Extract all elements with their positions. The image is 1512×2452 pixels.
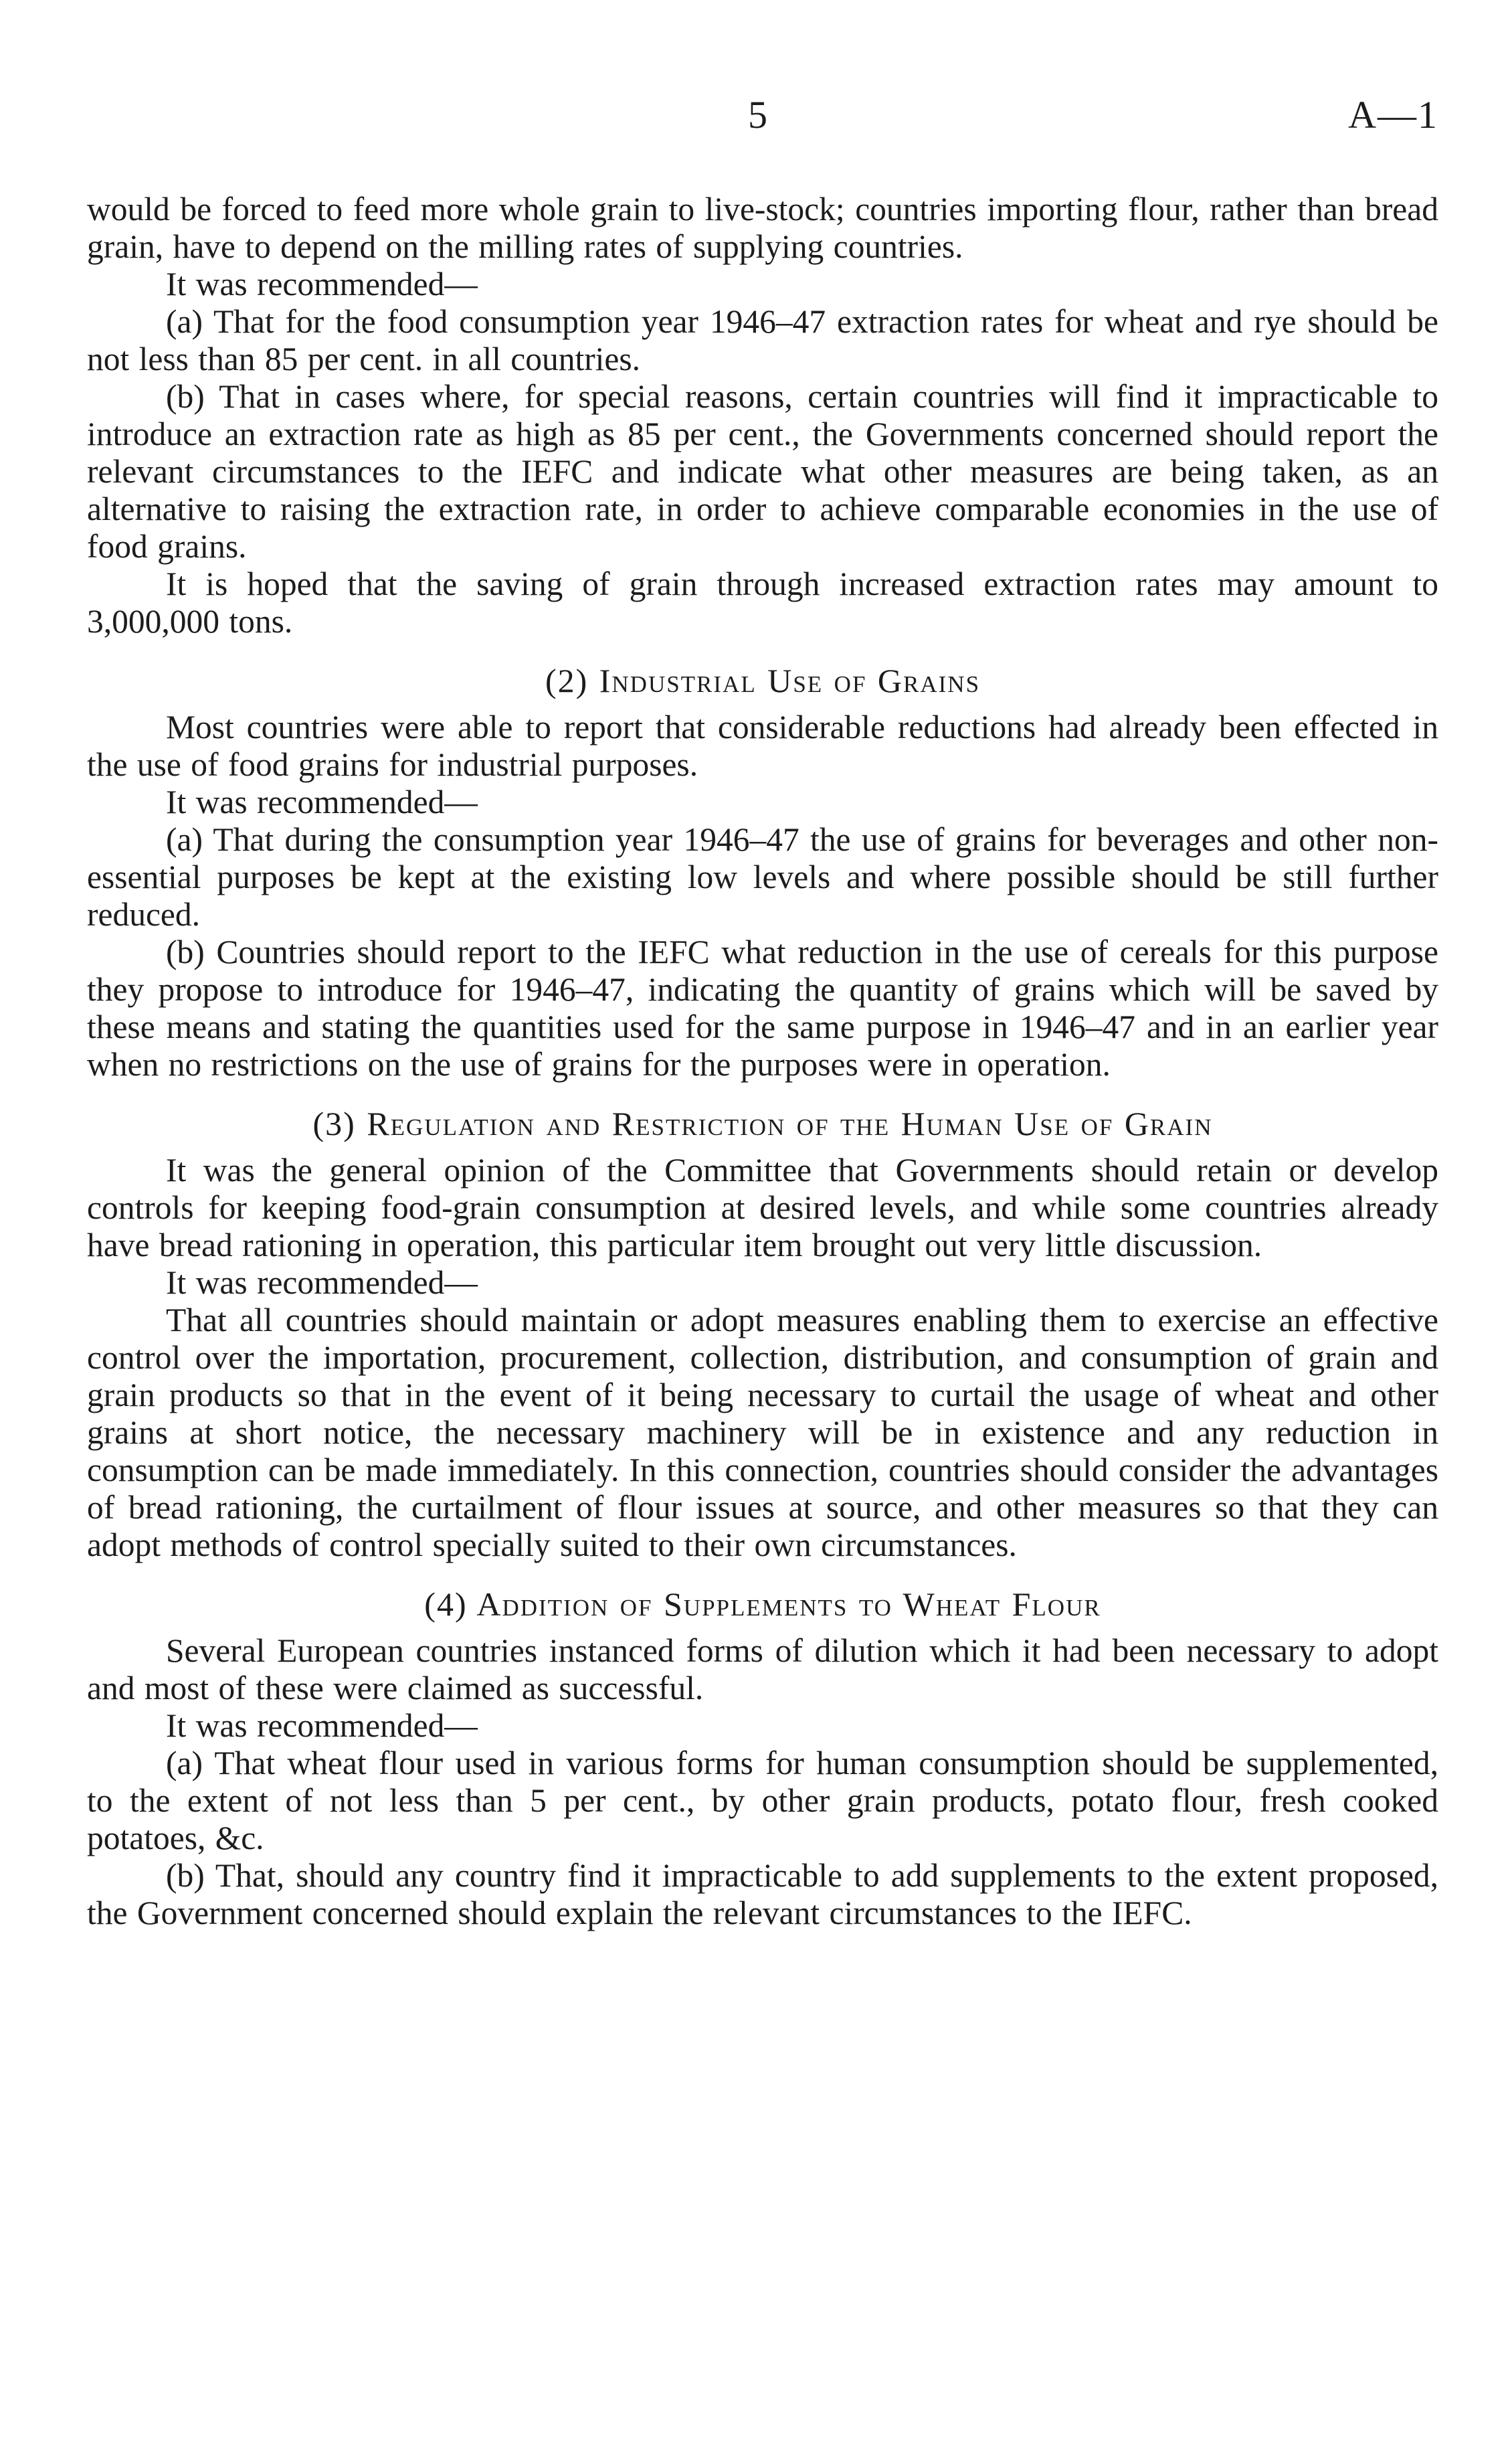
paragraph-control-measures: That all countries should maintain or adopt measures enabling them to exercise an effective control over the importation, procurement, collection, distribution, and consumption of grain and grain products so that in the event of it being necessary to curtail the usage of wheat and other grains at short notice, the necessary machinery will be in existence and any reduction in consumption can be made immediately. In this connection, countries should consider the advantages of bread rationing, the curtailment of flour issues at source, and other measures so that they can adopt methods of control specially suited to their own circumstances. — [87, 1302, 1438, 1563]
page-header — [0, 92, 1512, 146]
paragraph-recommendation-b: (b) Countries should report to the IEFC what reduction in the use of cereals for this purpose they propose to introduce for 1946–47, indicating the quantity of grains which will be saved by these means and stating the quantities used for the same purpose in 1946–47 and in an earlier year when no restrictions on the use of grains for the purposes were in operation. — [87, 934, 1438, 1083]
document-body — [87, 191, 1438, 1932]
section-heading-industrial-use: (2) Industrial Use of Grains — [545, 662, 981, 699]
paragraph-industrial-reductions: Most countries were able to report that considerable reductions had already been effected in the use of food grains for industrial purposes. — [87, 709, 1438, 783]
document-reference: A—1 — [1348, 93, 1438, 137]
paragraph-recommendation-a: (a) That wheat flour used in various forms for human consumption should be supplemented, to the extent of not less than 5 per cent., by other grain products, potato flour, fresh cooked potatoes, &c. — [87, 1745, 1438, 1856]
paragraph-committee-opinion: It was the general opinion of the Committee that Governments should retain or develop controls for keeping food-grain consumption at desired levels, and while some countries already have bread rationing in operation, this particular item brought out very little discussion. — [87, 1152, 1438, 1263]
section-heading-supplements: (4) Addition of Supplements to Wheat Flour — [424, 1585, 1101, 1623]
paragraph-recommended: It was recommended— — [166, 1264, 478, 1301]
section-heading-regulation: (3) Regulation and Restriction of the Human Use of Grain — [312, 1105, 1213, 1142]
paragraph-dilution-forms: Several European countries instanced forms of dilution which it had been necessary to adopt and most of these were claimed as successful. — [87, 1632, 1438, 1706]
page-number: 5 — [748, 93, 767, 137]
paragraph-recommended: It was recommended— — [166, 266, 478, 302]
paragraph-recommended: It was recommended— — [166, 784, 478, 820]
paragraph-recommendation-b: (b) That in cases where, for special reasons, certain countries will find it impracticable to introduce an extraction rate as high as 85 per cent., the Governments concerned should report the relevant circumstances to the IEFC and indicate what other measures are being taken, as an alternative to raising the extraction rate, in order to achieve comparable economies in the use of food grains. — [87, 378, 1438, 565]
paragraph-recommended: It was recommended— — [166, 1707, 478, 1744]
paragraph-continuation: would be forced to feed more whole grain to live-stock; countries importing flour, rather than bread grain, have to depend on the milling rates of supplying countries. — [87, 191, 1438, 265]
paragraph-recommendation-a: (a) That during the consumption year 1946–47 the use of grains for beverages and other non-essential purposes be kept at the existing low levels and where possible should be still further reduced. — [87, 821, 1438, 933]
paragraph-recommendation-b: (b) That, should any country find it impracticable to add supplements to the extent proposed, the Government concerned should explain the relevant circumstances to the IEFC. — [87, 1857, 1438, 1931]
paragraph-recommendation-a: (a) That for the food consumption year 1946–47 extraction rates for wheat and rye should be not less than 85 per cent. in all countries. — [87, 303, 1438, 377]
paragraph-saving-estimate: It is hoped that the saving of grain through increased extraction rates may amount to 3,000,000 tons. — [87, 565, 1438, 640]
